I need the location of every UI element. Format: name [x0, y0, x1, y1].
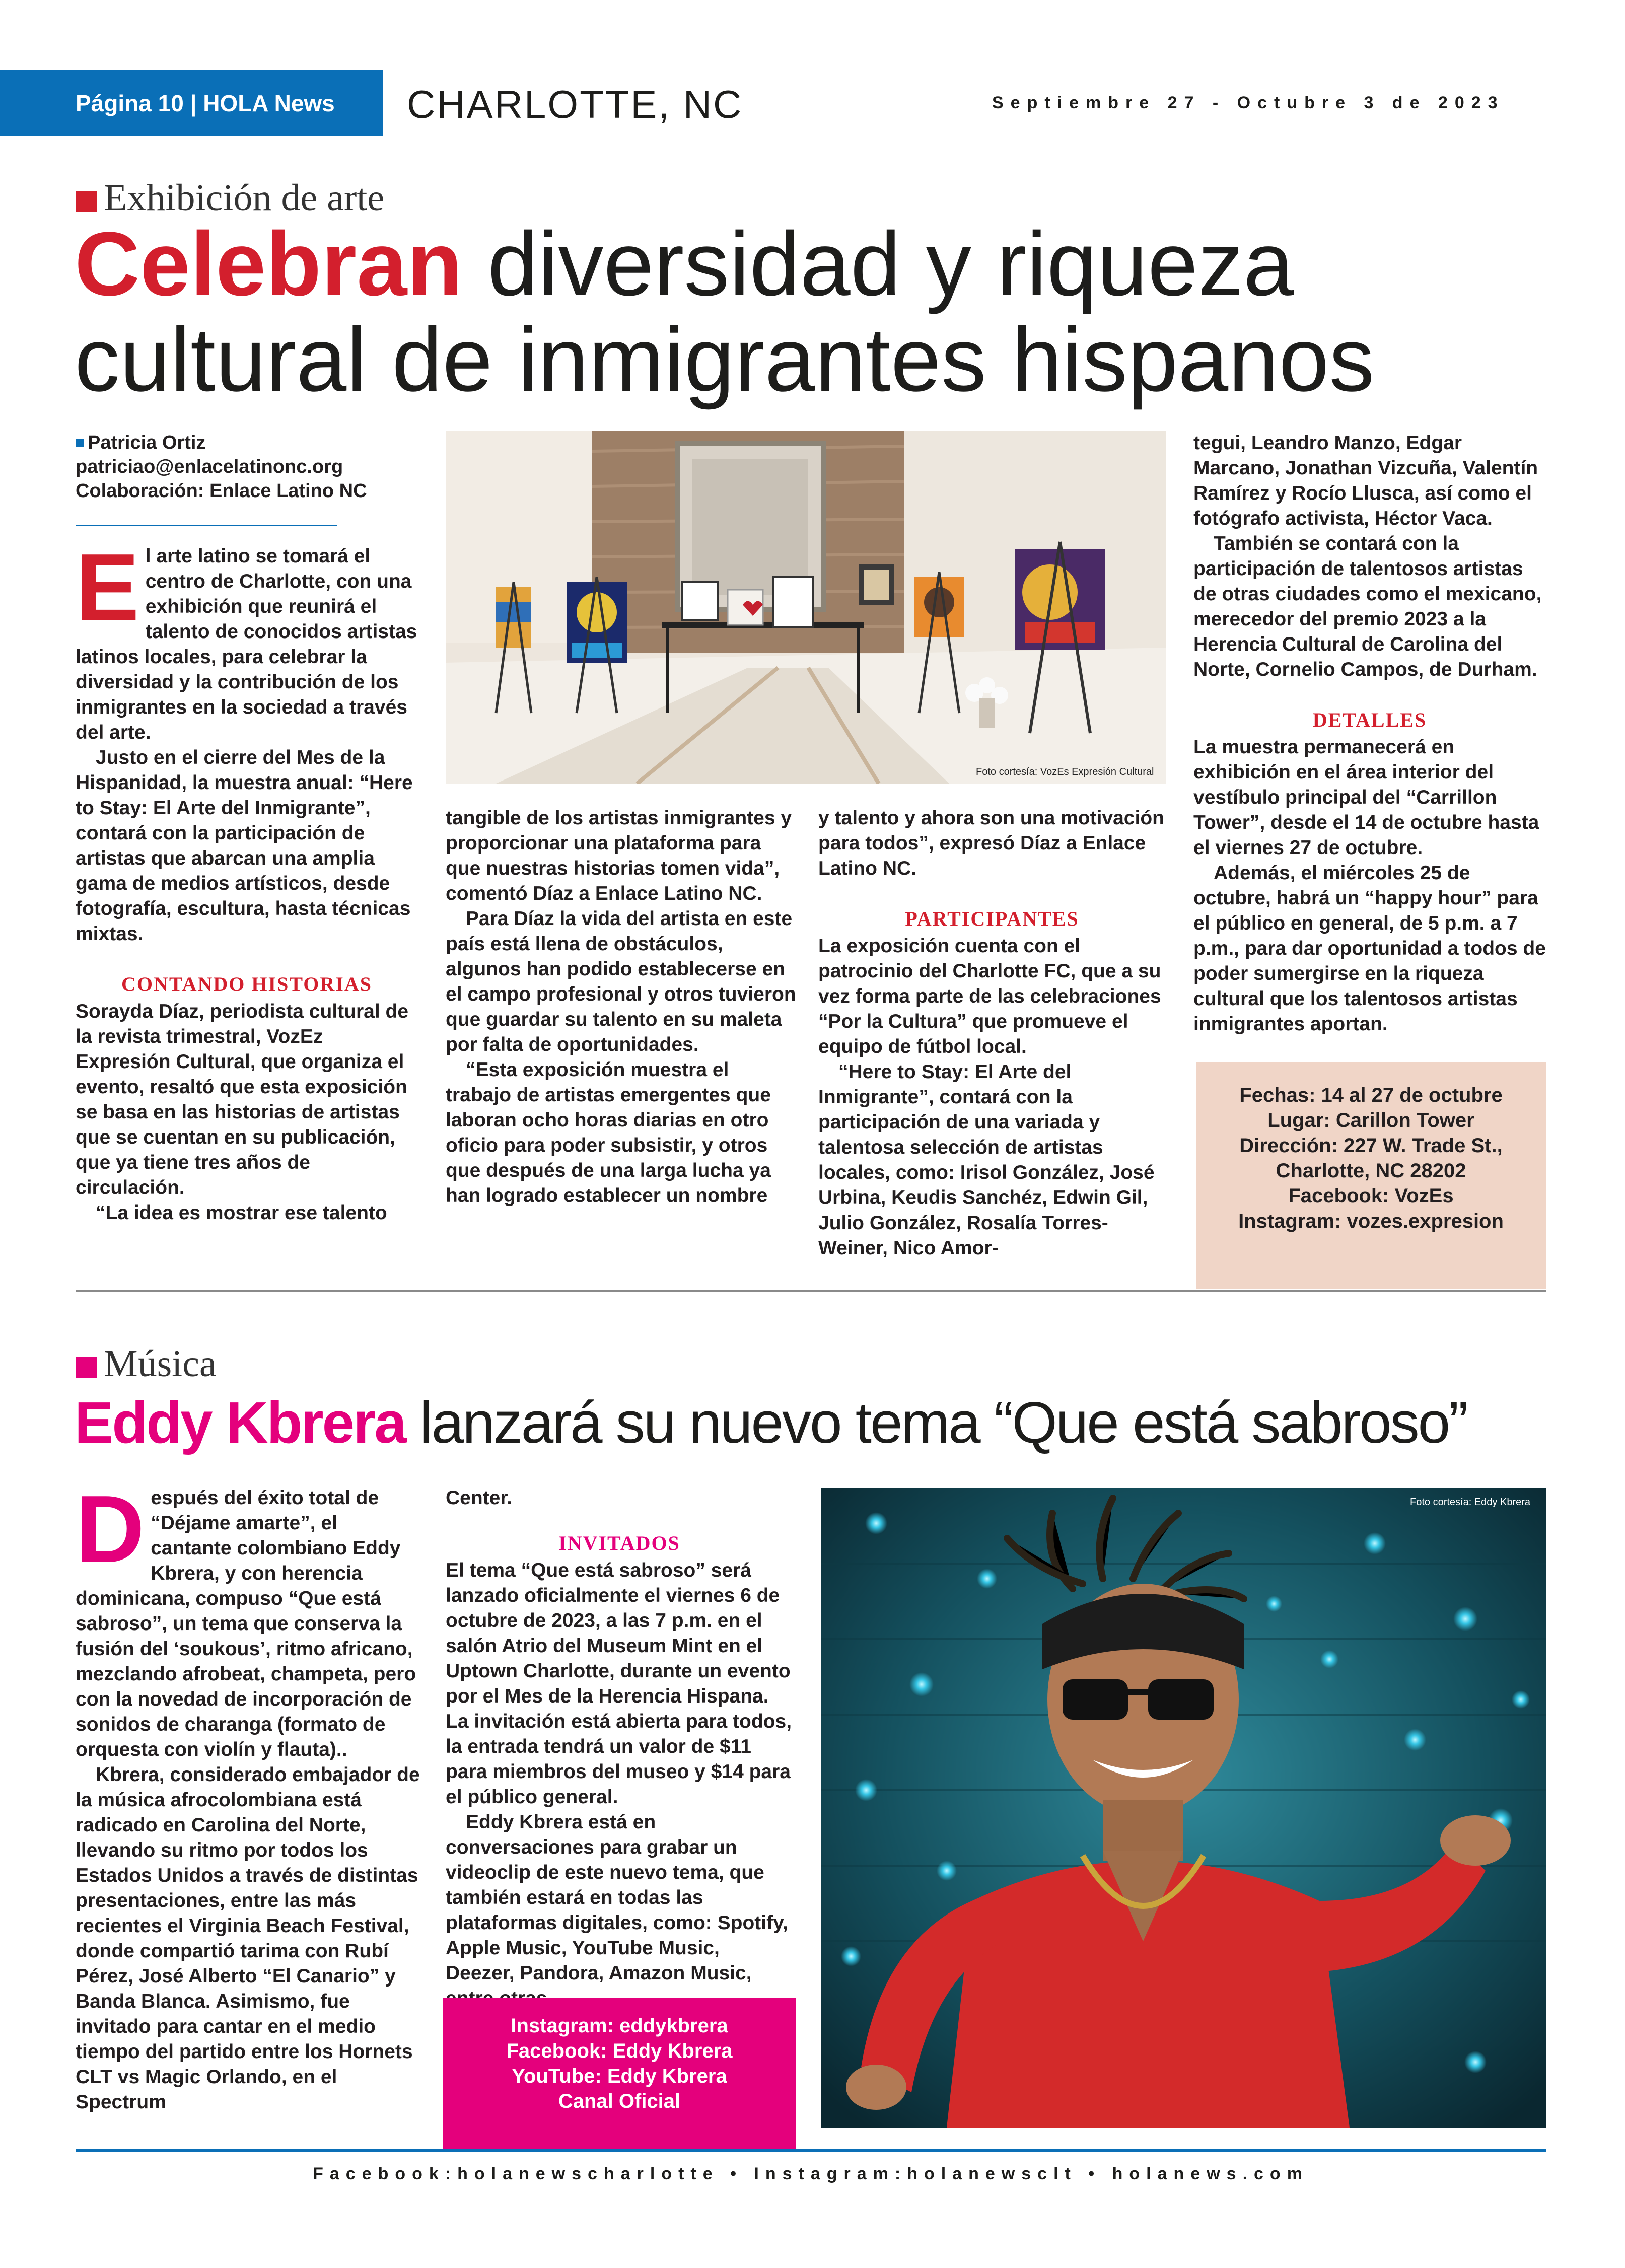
paragraph: Sorayda Díaz, periodista cultural de la revista trimestral, VozEz Expresión Cultural, que organiza el evento, resaltó que esta exposición se basa en las historias de artistas que se cuentan en su publicación, que ya tiene tres años de circulación.	[76, 1001, 409, 1198]
paragraph: Kbrera, considerado embajador de la música afrocolombiana está radicado en Carolina del Norte, llevando su ritmo por todos los Estados Unidos a través de distintas presentaciones, entre las más recientes el Virginia Beach Festival, donde compartió tarima con Rubí Pérez, José Alberto “El Canario” y Banda Blanca. Asimismo, fue invitado para cantar en el medio tiempo del partido entre los Hornets CLT vs Magic Orlando, en el Spectrum	[76, 1764, 420, 2113]
paragraph: l arte latino se tomará el centro de Charlotte, con una exhibición que reunirá el talento de conocidos artistas latinos locales, para celebrar la diversidad y la contribución de los inmigrantes en la sociedad a través del arte.	[76, 545, 417, 743]
info-instagram[interactable]: Instagram: vozes.expresion	[1238, 1210, 1504, 1232]
kicker-text: Música	[104, 1342, 217, 1385]
paragraph: “Here to Stay: El Arte del Inmigrante”, contará con la participación de una variada y talentosa selección de artistas locales, como: Irisol González, José Urbina, Keudis Sanchéz, Edwin Gil, Julio González, Rosalía Torres-Weiner, Nico Amor-	[818, 1061, 1155, 1259]
byline	[76, 431, 367, 503]
kicker-square	[76, 1357, 97, 1378]
headline-line2: cultural de inmigrantes hispanos	[75, 309, 1375, 410]
headline-rest: lanzará su nuevo tema “Que está sabroso”	[405, 1390, 1467, 1455]
issue-date: Septiembre 27 - Octubre 3 de 2023	[992, 93, 1505, 112]
info-ciudad: Charlotte, NC 28202	[1276, 1160, 1466, 1182]
social-links-box	[443, 1998, 796, 2149]
subheading-contando-historias: CONTANDO HISTORIAS	[121, 973, 372, 996]
article1-column-2	[446, 806, 798, 1209]
article2-kicker	[76, 1342, 217, 1386]
paragraph: y talento y ahora son una motivación para todos”, expresó Díaz a Enlace Latino NC.	[818, 807, 1164, 879]
kicker-text: Exhibición de arte	[104, 177, 385, 219]
social-youtube[interactable]: YouTube: Eddy Kbrera	[512, 2065, 727, 2087]
article2-column-2	[446, 1485, 793, 2011]
footer-rule	[76, 2149, 1546, 2152]
footer-social: Facebook:holanewscharlotte • Instagram:holanewsclt • holanews.com	[313, 2164, 1309, 2183]
paragraph: tegui, Leandro Manzo, Edgar Marcano, Jonathan Vizcuña, Valentín Ramírez y Rocío Llusca, así como el fotógrafo activista, Héctor Vaca.	[1193, 432, 1538, 529]
article1-column-1	[76, 534, 418, 1226]
paragraph: “Esta exposición muestra el trabajo de artistas emergentes que laboran ocho horas diarias en otro oficio para poder subsistir, y otros que después de una larga lucha ya han logrado establecer un nombre	[446, 1059, 771, 1207]
exhibition-photo	[446, 431, 1166, 784]
drop-cap: D	[76, 1476, 145, 1583]
kicker-square	[76, 191, 97, 212]
subheading-participantes: PARTICIPANTES	[905, 907, 1079, 930]
drop-cap: E	[76, 534, 139, 641]
page-label: Página 10 | HOLA News	[76, 90, 335, 116]
singer-illustration	[821, 1488, 1546, 2128]
byline-collab: Colaboración: Enlace Latino NC	[76, 480, 367, 502]
byline-email[interactable]: patriciao@enlacelatinonc.org	[76, 456, 343, 477]
social-facebook[interactable]: Facebook: Eddy Kbrera	[506, 2040, 733, 2062]
paragraph: La exposición cuenta con el patrocinio del Charlotte FC, que a su vez forma parte de las celebraciones “Por la Cultura” que promueve el equipo de fútbol local.	[818, 935, 1161, 1057]
headline-line1: diversidad y riqueza	[462, 214, 1294, 315]
paragraph: tangible de los artistas inmigrantes y proporcionar una plataforma para que nuestras historias tomen vida”, comentó Díaz a Enlace Latino NC.	[446, 807, 792, 904]
paragraph: Justo en el cierre del Mes de la Hispanidad, la muestra anual: “Here to Stay: El Arte del Inmigrante”, contará con la participación de artistas que abarcan una amplia gama de medios artísticos, desde fotografía, escultura, hasta técnicas mixtas.	[76, 747, 413, 945]
social-channel: Canal Oficial	[558, 2090, 681, 2112]
subheading-invitados: INVITADOS	[558, 1532, 680, 1554]
city-label: CHARLOTTE, NC	[407, 82, 743, 126]
info-lugar: Lugar: Carillon Tower	[1267, 1109, 1474, 1131]
article2-column-1	[76, 1476, 423, 2115]
article2-headline	[75, 1390, 1585, 1455]
paragraph: Además, el miércoles 25 de octubre, habrá un “happy hour” para el público en general, de 5 p.m. a 7 p.m., para dar oportunidad a todos de poder sumergirse en la riqueza cultural que los talentosos artistas inmigrantes aportan.	[1193, 862, 1546, 1035]
subheading-detalles: DETALLES	[1312, 708, 1427, 731]
event-info-box	[1196, 1062, 1546, 1289]
info-fechas: Fechas: 14 al 27 de octubre	[1239, 1084, 1503, 1106]
paragraph: “La idea es mostrar ese talento	[96, 1202, 387, 1224]
paragraph: Para Díaz la vida del artista en este país está llena de obstáculos, algunos han podido establecerse en el campo profesional y otros tuvieron que guardar su talento en su maleta por falta de oportunidades.	[446, 908, 796, 1055]
singer-photo	[821, 1488, 1546, 2128]
paragraph: El tema “Que está sabroso” será lanzado oficialmente el viernes 6 de octubre de 2023, a las 7 p.m. en el salón Atrio del Museum Mint en el Uptown Charlotte, durante un evento por el Mes de la Herencia Hispana. La invitación está abierta para todos, la entrada tendrá un valor de $11 para miembros del museo y $14 para el público general.	[446, 1560, 792, 1808]
paragraph: Center.	[446, 1487, 513, 1509]
singer-photo-credit: Foto cortesía: Eddy Kbrera	[1410, 1497, 1531, 1508]
paragraph: Eddy Kbrera está en conversaciones para grabar un videoclip de este nuevo tema, que también estará en todas las plataformas digitales, como: Spotify, Apple Music, YouTube Music, Deezer, Pandora, Amazon Music,	[446, 1811, 788, 1984]
byline-divider	[76, 525, 337, 526]
paragraph: También se contará con la participación de talentosos artistas de otras ciudades como el mexicano, merecedor del premio 2023 a la Herencia Cultural de Carolina del Norte, Cornelio Campos, de Durham.	[1193, 533, 1542, 680]
byline-square	[76, 439, 84, 447]
byline-name: Patricia Ortiz	[88, 432, 206, 453]
info-facebook[interactable]: Facebook: VozEs	[1288, 1185, 1454, 1207]
paragraph: espués del éxito total de “Déjame amarte”, el cantante colombiano Eddy Kbrera, y con herencia dominicana, compuso “Que está sabroso”, un tema que conserva la fusión del ‘soukous’, ritmo africano, mezclando afrobeat, champeta, pero con la novedad de incorporación de sonidos de charanga (formato de orquesta con violín y flauta)..	[76, 1487, 416, 1760]
headline-highlight: Celebran	[75, 214, 463, 315]
exhibition-illustration	[446, 431, 1166, 784]
info-direccion: Dirección: 227 W. Trade St.,	[1239, 1135, 1503, 1157]
social-instagram[interactable]: Instagram: eddykbrera	[511, 2015, 728, 2037]
headline-highlight: Eddy Kbrera	[75, 1390, 405, 1455]
article1-column-4	[1193, 431, 1546, 1037]
paragraph: La muestra permanecerá en exhibición en el área interior del vestíbulo principal del “Carrillon Tower”, desde el 14 de octubre hasta el viernes 27 de octubre.	[1193, 736, 1539, 859]
article-divider	[76, 1290, 1546, 1292]
article1-column-3	[818, 806, 1166, 1261]
exhibition-photo-credit: Foto cortesía: VozEs Expresión Cultural	[976, 766, 1154, 777]
article1-headline	[75, 214, 1585, 410]
